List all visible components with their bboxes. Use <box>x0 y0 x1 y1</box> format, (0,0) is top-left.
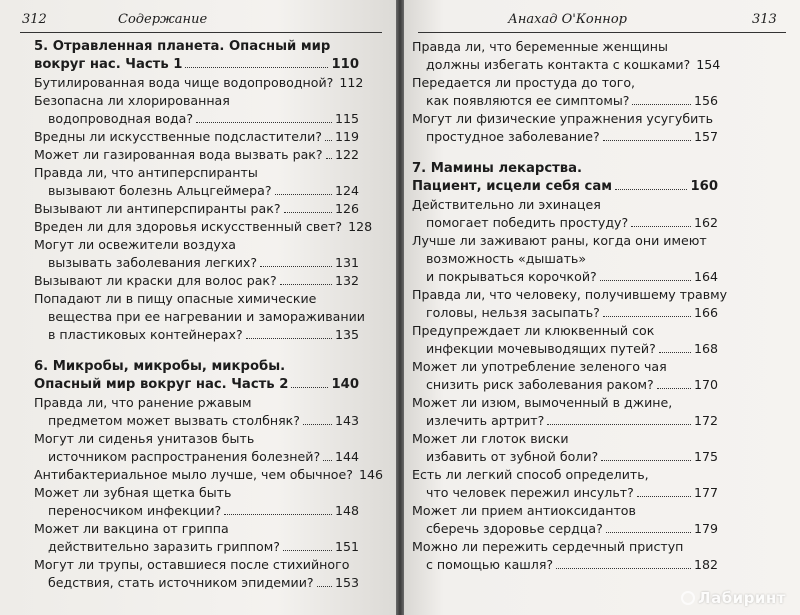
toc-entry <box>34 128 359 146</box>
toc-entry <box>412 286 728 322</box>
toc-entry-last-line <box>34 110 359 128</box>
toc-entry-last-line <box>412 340 718 358</box>
toc-entry-last-line <box>34 218 373 236</box>
toc-entry <box>34 484 359 520</box>
toc-entry-line: вещества при ее нагревании и замораживании <box>48 309 365 324</box>
toc-entry-last-line <box>34 74 364 92</box>
toc-entry-line: Опасный мир вокруг нас. Часть 2 <box>34 377 289 392</box>
toc-page-number: 153 <box>334 575 359 590</box>
toc-entry-line: источником распространения болезней? <box>48 449 321 464</box>
toc-entry-last-line <box>34 56 359 74</box>
left-toc-list <box>34 38 383 592</box>
toc-page-number: 131 <box>334 255 359 270</box>
toc-entry-last-line <box>34 326 359 344</box>
toc-entry-line: Пациент, исцели себя сам <box>412 179 613 194</box>
toc-chapter-entry <box>34 358 359 394</box>
toc-entry <box>412 38 721 74</box>
toc-entry-line: 7. Мамины лекарства. <box>412 161 583 176</box>
toc-entry-last-line <box>34 254 359 272</box>
toc-page-number: 128 <box>348 219 373 234</box>
toc-page-number: 179 <box>693 521 718 536</box>
toc-entry-line: предметом может вызвать столбняк? <box>48 413 300 428</box>
dot-leader <box>323 449 332 461</box>
toc-entry-last-line <box>34 376 359 394</box>
dot-leader <box>283 539 332 551</box>
dot-leader <box>280 273 332 285</box>
right-toc-list <box>412 38 728 574</box>
toc-entry-line: Бутилированная вода чище водопроводной? <box>34 75 334 90</box>
toc-entry <box>412 110 718 146</box>
toc-entry-line: Действительно ли эхинацея <box>412 197 601 212</box>
toc-entry-last-line <box>412 556 718 574</box>
toc-entry <box>34 164 359 200</box>
toc-entry <box>34 92 359 128</box>
toc-entry-line: Вреден ли для здоровья искусственный свет? <box>34 219 343 234</box>
toc-entry-line: излечить артрит? <box>426 413 545 428</box>
toc-entry-line: снизить риск заболевания раком? <box>426 377 654 392</box>
toc-page-number: 172 <box>693 413 718 428</box>
toc-entry-line: Вызывают ли антиперспиранты рак? <box>34 201 281 216</box>
toc-page-number: 157 <box>693 129 718 144</box>
toc-entry-line: сберечь здоровье сердца? <box>426 521 603 536</box>
toc-entry-line: Правда ли, что человеку, получившему травму <box>412 287 728 302</box>
toc-entry <box>412 232 718 286</box>
toc-entry-line: водопроводная вода? <box>48 111 194 126</box>
toc-entry <box>34 290 365 344</box>
toc-entry-last-line <box>34 200 359 218</box>
toc-entry-line: головы, нельзя засыпать? <box>426 305 600 320</box>
dot-leader <box>260 255 332 267</box>
dot-leader <box>603 305 691 317</box>
toc-entry-line: Может ли вакцина от гриппа <box>34 521 229 536</box>
dot-leader <box>326 147 332 159</box>
toc-page-number: 122 <box>334 147 359 162</box>
dot-leader <box>317 575 332 587</box>
toc-entry <box>34 520 359 556</box>
left-header-rule <box>20 32 382 33</box>
left-page <box>0 0 396 615</box>
toc-page-number: 112 <box>339 75 364 90</box>
toc-page-number: 148 <box>334 503 359 518</box>
toc-page-number: 144 <box>334 449 359 464</box>
toc-entry-last-line <box>34 448 359 466</box>
toc-page-number: 170 <box>693 377 718 392</box>
toc-entry-line: Антибактериальное мыло лучше, чем обычное? <box>34 467 353 482</box>
dot-leader <box>615 178 687 190</box>
toc-page-number: 151 <box>334 539 359 554</box>
toc-entry-last-line <box>34 182 359 200</box>
toc-entry-last-line <box>412 304 718 322</box>
toc-entry-line: должны избегать контакта с кошками? <box>426 57 691 72</box>
toc-entry <box>412 430 718 466</box>
dot-leader <box>275 183 332 195</box>
toc-entry <box>412 358 718 394</box>
dot-leader <box>185 56 328 68</box>
dot-leader <box>196 111 332 123</box>
dot-leader <box>547 413 691 425</box>
labirint-logo-icon <box>681 591 695 605</box>
toc-entry-line: Правда ли, что антиперспиранты <box>34 165 258 180</box>
toc-entry-line: бедствия, стать источником эпидемии? <box>48 575 314 590</box>
toc-entry-line: Предупреждает ли клюквенный сок <box>412 323 655 338</box>
toc-entry-last-line <box>412 268 718 286</box>
toc-entry-line: Вызывают ли краски для волос рак? <box>34 273 277 288</box>
right-page <box>404 0 800 615</box>
toc-entry-line: переносчиком инфекции? <box>48 503 222 518</box>
toc-entry <box>34 272 359 290</box>
toc-entry-line: с помощью кашля? <box>426 557 554 572</box>
toc-entry-line: Может ли зубная щетка быть <box>34 485 232 500</box>
toc-entry-line: Есть ли легкий способ определить, <box>412 467 649 482</box>
right-page-number: 313 <box>752 12 777 27</box>
toc-entry-line: и покрываться корочкой? <box>426 269 597 284</box>
book-gutter <box>396 0 404 615</box>
toc-entry <box>34 466 383 484</box>
toc-entry-last-line <box>34 574 359 592</box>
toc-entry-last-line <box>34 538 359 556</box>
toc-page-number: 154 <box>696 57 721 72</box>
toc-entry-line: Могут ли сиденья унитазов быть <box>34 431 255 446</box>
toc-page-number: 146 <box>358 467 383 482</box>
toc-page-number: 160 <box>690 179 718 194</box>
toc-entry-last-line <box>412 412 718 430</box>
dot-leader <box>657 377 691 389</box>
watermark-text: Лабиринт <box>698 589 786 607</box>
toc-entry-line: действительно заразить гриппом? <box>48 539 280 554</box>
toc-entry-line: вызывают болезнь Альцгеймера? <box>48 183 272 198</box>
toc-page-number: 115 <box>334 111 359 126</box>
toc-entry-last-line <box>412 56 721 74</box>
toc-page-number: 140 <box>331 377 359 392</box>
toc-entry <box>34 556 359 592</box>
toc-entry <box>412 196 718 232</box>
dot-leader <box>606 521 691 533</box>
toc-chapter-entry <box>34 38 359 74</box>
toc-page-number: 143 <box>334 413 359 428</box>
toc-entry-line: как появляются ее симптомы? <box>426 93 630 108</box>
dot-leader <box>637 485 691 497</box>
toc-entry <box>34 430 359 466</box>
toc-chapter-entry <box>412 160 718 196</box>
chapter-spacer <box>412 146 718 160</box>
chapter-spacer <box>34 344 359 358</box>
left-page-number: 312 <box>22 12 47 27</box>
toc-entry-line: что человек пережил инсульт? <box>426 485 634 500</box>
dot-leader <box>303 413 332 425</box>
toc-entry-line: избавить от зубной боли? <box>426 449 599 464</box>
dot-leader <box>603 129 691 141</box>
toc-page-number: 168 <box>693 341 718 356</box>
toc-entry-last-line <box>412 376 718 394</box>
right-running-title: Анахад О'Коннор <box>508 12 628 27</box>
dot-leader <box>284 201 332 213</box>
toc-entry-line: в пластиковых контейнерах? <box>48 327 243 342</box>
toc-entry-line: Попадают ли в пищу опасные химические <box>34 291 317 306</box>
toc-entry-line: 6. Микробы, микробы, микробы. <box>34 359 286 374</box>
toc-page-number: 156 <box>693 93 718 108</box>
toc-entry <box>412 502 718 538</box>
toc-page-number: 162 <box>693 215 718 230</box>
toc-page-number: 182 <box>693 557 718 572</box>
toc-entry-line: Можно ли пережить сердечный приступ <box>412 539 684 554</box>
toc-entry-last-line <box>34 146 359 164</box>
toc-entry-line: Лучше ли заживают раны, когда они имеют <box>412 233 707 248</box>
toc-entry-line: 5. Отравленная планета. Опасный мир <box>34 39 331 54</box>
toc-entry-line: Вредны ли искусственные подсластители? <box>34 129 322 144</box>
toc-entry-last-line <box>412 178 718 196</box>
toc-entry <box>34 74 364 92</box>
toc-entry-line: вызывать заболевания легких? <box>48 255 258 270</box>
toc-entry <box>412 74 718 110</box>
toc-entry-last-line <box>412 520 718 538</box>
toc-entry <box>412 466 718 502</box>
toc-entry-line: Могут ли освежители воздуха <box>34 237 237 252</box>
right-header-rule <box>418 32 786 33</box>
toc-entry-last-line <box>34 466 383 484</box>
toc-entry-last-line <box>34 128 359 146</box>
toc-page-number: 132 <box>334 273 359 288</box>
toc-entry <box>34 394 359 430</box>
toc-entry-last-line <box>412 448 718 466</box>
toc-page-number: 177 <box>693 485 718 500</box>
left-running-title: Содержание <box>118 12 208 27</box>
toc-page-number: 126 <box>334 201 359 216</box>
toc-page-number: 110 <box>331 57 359 72</box>
toc-entry <box>34 146 359 164</box>
toc-entry-line: вокруг нас. Часть 1 <box>34 57 183 72</box>
dot-leader <box>632 93 691 105</box>
dot-leader <box>659 341 691 353</box>
dot-leader <box>600 269 691 281</box>
toc-entry-last-line <box>34 412 359 430</box>
toc-entry-line: помогает победить простуду? <box>426 215 629 230</box>
toc-entry-line: Может ли газированная вода вызвать рак? <box>34 147 323 162</box>
toc-entry-last-line <box>34 502 359 520</box>
dot-leader <box>224 503 332 515</box>
toc-entry-line: Может ли употребление зеленого чая <box>412 359 667 374</box>
dot-leader <box>291 376 328 388</box>
toc-page-number: 175 <box>693 449 718 464</box>
toc-entry-line: простудное заболевание? <box>426 129 600 144</box>
toc-entry-last-line <box>412 214 718 232</box>
toc-entry-last-line <box>412 128 718 146</box>
toc-entry <box>34 236 359 272</box>
toc-entry-line: Могут ли трупы, оставшиеся после стихийного <box>34 557 350 572</box>
toc-entry-line: Передается ли простуда до того, <box>412 75 636 90</box>
toc-entry-line: Безопасна ли хлорированная <box>34 93 230 108</box>
watermark <box>681 589 786 607</box>
toc-entry-line: Могут ли физические упражнения усугубить <box>412 111 714 126</box>
toc-page-number: 119 <box>334 129 359 144</box>
toc-entry-line: Правда ли, что беременные женщины <box>412 39 668 54</box>
toc-entry <box>412 322 718 358</box>
toc-entry-line: возможность «дышать» <box>426 251 587 266</box>
dot-leader <box>325 129 332 141</box>
toc-entry <box>412 394 718 430</box>
dot-leader <box>556 557 691 569</box>
toc-entry-line: Может ли прием антиоксидантов <box>412 503 636 518</box>
toc-entry-last-line <box>34 272 359 290</box>
toc-page-number: 124 <box>334 183 359 198</box>
toc-entry-last-line <box>412 92 718 110</box>
toc-entry-line: инфекции мочевыводящих путей? <box>426 341 656 356</box>
toc-page-number: 166 <box>693 305 718 320</box>
toc-page-number: 164 <box>693 269 718 284</box>
toc-entry-line: Может ли изюм, вымоченный в джине, <box>412 395 673 410</box>
toc-page-number: 135 <box>334 327 359 342</box>
dot-leader <box>631 215 691 227</box>
toc-entry-line: Может ли глоток виски <box>412 431 569 446</box>
toc-entry <box>34 200 359 218</box>
toc-entry <box>34 218 373 236</box>
dot-leader <box>601 449 691 461</box>
toc-entry-line: Правда ли, что ранение ржавым <box>34 395 252 410</box>
toc-entry-last-line <box>412 484 718 502</box>
toc-entry <box>412 538 718 574</box>
dot-leader <box>246 327 332 339</box>
